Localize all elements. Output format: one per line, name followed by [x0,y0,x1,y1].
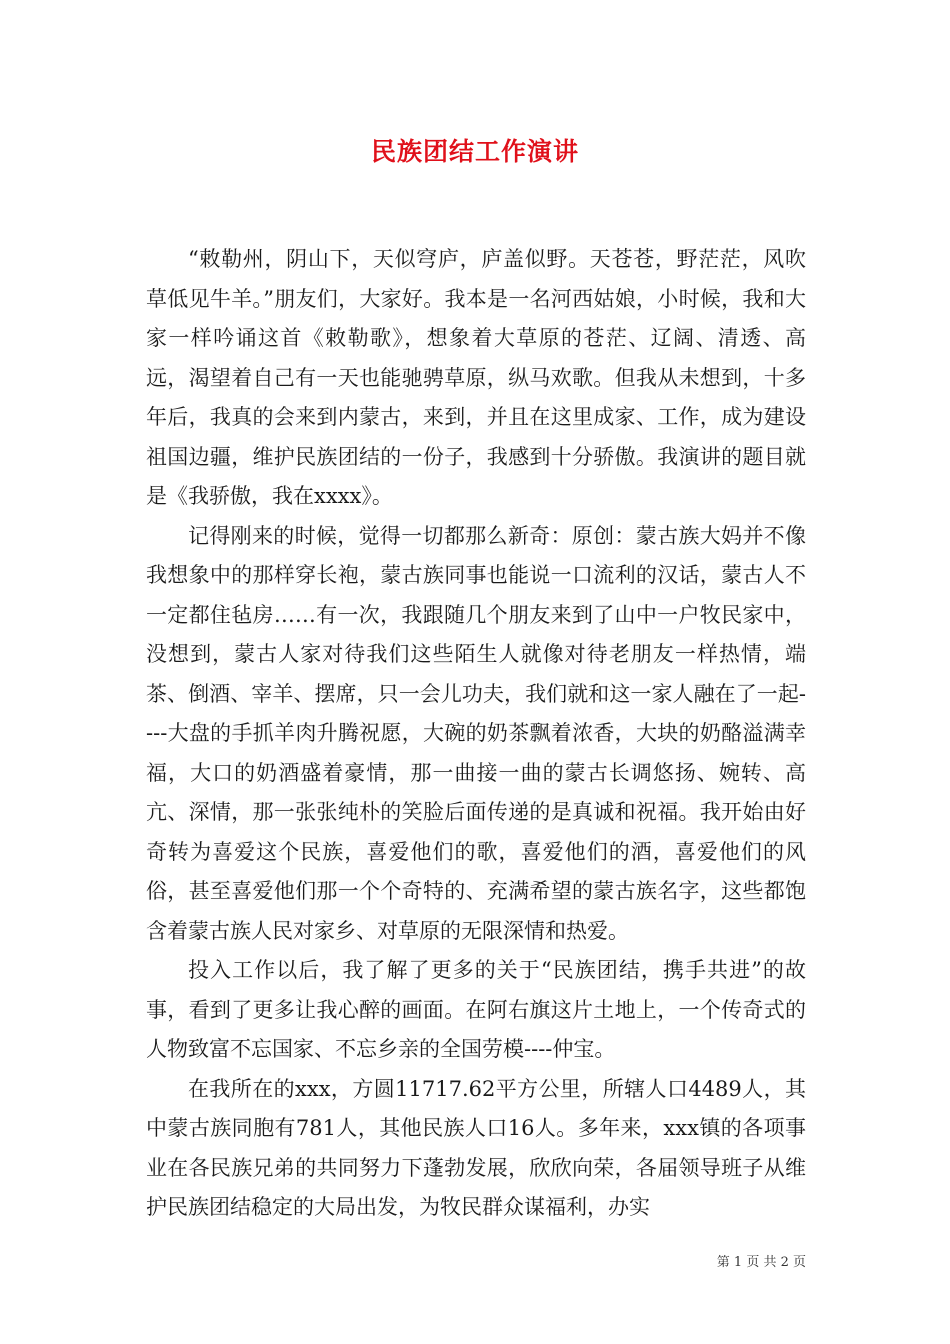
paragraph-1: “敕勒州，阴山下，天似穹庐，庐盖似野。天苍苍，野茫茫，风吹草低见牛羊。”朋友们，大家好。我本是一名河西姑娘，小时候，我和大家一样吟诵这首《敕勒歌》，想象着大草原的苍茫、辽阔、清透、高远，渴望着自己有一天也能驰骋草原，纵马欢歌。但我从未想到，十多年后，我真的会来到内蒙古，来到，并且在这里成家、工作，成为建设祖国边疆，维护民族团结的一份子，我感到十分骄傲。我演讲的题目就是《我骄傲，我在xxxx》。 [146,247,806,508]
paragraph-3: 投入工作以后，我了解了更多的关于“民族团结，携手共进”的故事，看到了更多让我心醉的画面。在阿右旗这片土地上，一个传奇式的人物致富不忘国家、不忘乡亲的全国劳模----仲宝。 [146,958,806,1061]
paragraph-4: 在我所在的xxx，方圆11717.62平方公里，所辖人口4489人，其中蒙古族同胞有781人，其他民族人口16人。多年来，xxx镇的各项事业在各民族兄弟的共同努力下蓬勃发展，欣欣向荣，各届领导班子从维护民族团结稳定的大局出发，为牧民群众谋福利，办实 [146,1076,806,1219]
paragraph-2: 记得刚来的时候，觉得一切都那么新奇：原创：蒙古族大妈并不像我想象中的那样穿长袍，蒙古族同事也能说一口流利的汉话，蒙古人不一定都住毡房……有一次，我跟随几个朋友来到了山中一户牧民家中，没想到，蒙古人家对待我们这些陌生人就像对待老朋友一样热情，端茶、倒酒、宰羊、摆席，只一会儿功夫，我们就和这一家人融在了一起----大盘的手抓羊肉升腾祝愿，大碗的奶茶飘着浓香，大块的奶酪溢满幸福，大口的奶酒盛着豪情，那一曲接一曲的蒙古长调悠扬、婉转、高亢、深情，那一张张纯朴的笑脸后面传递的是真诚和祝福。我开始由好奇转为喜爱这个民族，喜爱他们的歌，喜爱他们的酒，喜爱他们的风俗，甚至喜爱他们那一个个奇特的、充满希望的蒙古族名字，这些都饱含着蒙古族人民对家乡、对草原的无限深情和热爱。 [146,523,806,943]
document-body [146,240,806,1228]
page-number: 第 1 页 共 2 页 [716,1255,806,1270]
page-title: 民族团结工作演讲 [370,137,579,166]
